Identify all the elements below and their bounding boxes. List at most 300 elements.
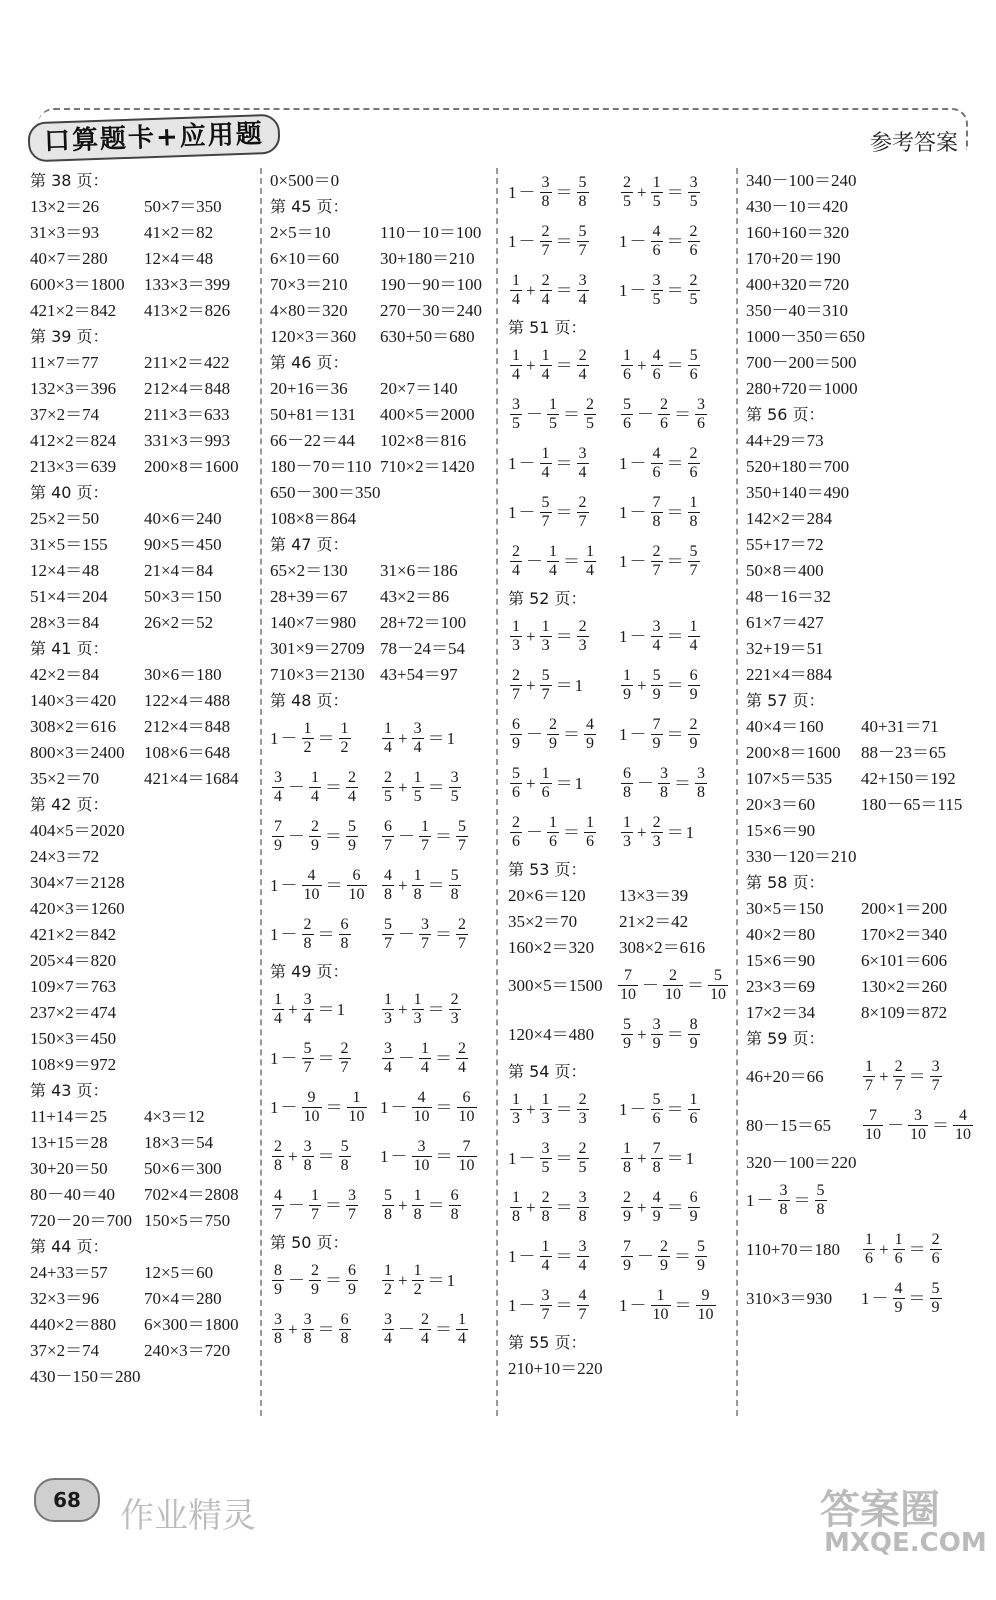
page-heading: 第 53 页： [508,860,587,879]
answer-cell [30,1312,144,1338]
answer-cell [746,532,864,558]
fraction [651,667,663,704]
denominator: 7 [303,1059,312,1076]
page-heading: 第 39 页： [30,327,109,346]
denominator: 6 [652,242,661,259]
equation: 710×3＝2130 [270,665,365,684]
answer-row [746,454,976,480]
equation: 180－70＝110 [270,457,372,476]
answer-row [746,974,976,1000]
numerator: 2 [669,967,677,984]
equation [380,720,455,757]
numerator: 2 [578,1091,587,1108]
numerator: 5 [340,1138,349,1155]
equation [270,1311,353,1348]
equation: 140×3＝420 [30,691,117,710]
numerator: 1 [541,1091,550,1108]
answer-row [746,194,976,220]
answer-row [508,1232,730,1281]
equation: 6×300＝1800 [144,1315,239,1334]
answer-cell [144,532,258,558]
denominator: 10 [665,986,681,1003]
equation: 50×3＝150 [144,587,222,606]
number: 1 [270,875,279,895]
equation: 13×2＝26 [30,197,100,216]
answer-row [30,818,258,844]
answer-cell [508,1140,619,1177]
answer-cell [746,480,864,506]
equation: 24×3＝72 [30,847,100,866]
number: 1 [508,1295,517,1315]
denominator: 4 [549,562,557,579]
operator: + [398,1270,408,1290]
answer-row [508,1356,730,1382]
number: 1 [619,626,628,646]
number: 1 [574,675,584,695]
number: 1 [270,728,279,748]
equation: 650－300＝350 [270,483,381,502]
equation [380,1040,470,1077]
operator: + [879,1239,889,1259]
answer-cell [144,1130,258,1156]
equation: 150×3＝450 [30,1029,117,1048]
fraction [449,991,461,1028]
answer-cell [746,896,861,922]
answer-cell [508,347,619,384]
denominator: 5 [623,193,631,210]
answer-row [270,584,490,610]
denominator: 10 [348,1108,365,1125]
equation: 108×8＝864 [270,509,357,528]
numerator: 1 [421,818,429,835]
equation: 30+180＝210 [380,249,475,268]
fraction [577,445,589,482]
denominator: 8 [512,1208,520,1225]
denominator: 9 [697,1257,705,1274]
answer-cell [144,1182,258,1208]
equation [380,991,463,1028]
fraction [863,1107,883,1144]
answer-row [746,506,976,532]
fraction [577,494,589,531]
equation: 421×2＝842 [30,301,117,320]
fraction [412,769,424,806]
answer-cell [30,246,144,272]
answer-row [746,272,976,298]
operator: ＝ [555,1148,573,1168]
denominator: 4 [458,1059,466,1076]
answer-cell [508,1091,619,1128]
denominator: 9 [652,686,661,703]
equation [619,1238,709,1275]
denominator: 10 [697,1306,714,1323]
answer-cell [508,1287,619,1324]
answer-cell [144,1286,258,1312]
denominator: 9 [311,837,319,854]
fraction [708,967,728,1004]
denominator: 8 [413,1206,422,1223]
numerator: 5 [697,1238,705,1255]
answer-cell [30,350,144,376]
number: 1 [336,999,346,1019]
equation: 40×2＝80 [746,925,816,944]
equation [380,1262,455,1299]
numerator: 2 [541,272,550,289]
equation [508,272,591,309]
fraction [577,347,589,384]
equation [270,1187,360,1224]
denominator: 7 [931,1077,940,1094]
equation: 430－150＝280 [30,1367,141,1386]
answer-cell [380,1138,490,1175]
numerator: 6 [689,667,698,684]
fraction [540,1140,552,1177]
fraction [412,867,424,904]
denominator: 9 [689,1208,698,1225]
numerator: 9 [701,1287,710,1304]
equation: 630+50＝680 [380,327,475,346]
denominator: 8 [578,193,587,210]
answer-row [270,558,490,584]
answer-row [30,1286,258,1312]
equation: 120×4＝480 [508,1024,595,1044]
answer-cell [270,246,380,272]
answer-cell [746,766,861,792]
fraction [663,967,683,1004]
numerator: 1 [458,1311,466,1328]
answer-cell [270,1262,380,1299]
numerator: 5 [578,174,587,191]
numerator: 2 [512,814,520,831]
equation: 40×4＝160 [746,717,824,736]
fraction [815,1182,827,1219]
denominator: 9 [931,1299,940,1316]
equation [619,716,702,753]
denominator: 9 [623,1035,631,1052]
equation: 6×10＝60 [270,249,340,268]
number: 1 [574,773,584,793]
equation: 70×4＝280 [144,1289,222,1308]
fraction [540,445,552,482]
fraction [688,1091,700,1128]
fraction [621,347,633,384]
equation: 78－24＝54 [380,639,465,658]
operator: － [398,1319,415,1339]
page-heading: 第 59 页： [746,1029,825,1048]
denominator: 9 [652,1035,661,1052]
fraction [510,667,522,704]
denominator: 4 [541,464,550,481]
answer-row [30,1000,258,1026]
equation [619,347,702,384]
fraction [621,814,633,851]
numerator: 3 [578,1238,587,1255]
answer-row [746,740,976,766]
denominator: 7 [894,1077,903,1094]
answer-cell [270,402,380,428]
equation: 70×3＝210 [270,275,348,294]
equation: 404×5＝2020 [30,821,125,840]
numerator: 1 [512,1189,520,1206]
page-number: 68 [34,1478,100,1522]
equation: 66－22＝44 [270,431,355,450]
answer-cell [30,896,148,922]
numerator: 2 [689,716,698,733]
numerator: 4 [274,1187,282,1204]
equation [619,396,709,433]
denominator: 5 [450,788,459,805]
operator: + [879,1066,889,1086]
answer-cell [861,948,976,974]
answer-cell [144,584,258,610]
number: 1 [508,182,517,202]
equation: 46+20＝66 [746,1066,824,1086]
fraction [651,1091,663,1128]
answer-cell [508,935,619,961]
answer-cell [619,272,730,309]
denominator: 9 [274,1281,282,1298]
equation [380,1311,470,1348]
answer-row [508,217,730,266]
answer-row [746,922,976,948]
denominator: 10 [413,1157,430,1174]
answer-row [30,272,258,298]
answer-row [30,298,258,324]
answer-cell [380,220,490,246]
equation [619,618,702,655]
equation: 20+16＝36 [270,379,348,398]
answer-cell [270,454,380,480]
numerator: 5 [689,347,698,364]
denominator: 9 [689,686,698,703]
answer-cell [144,194,258,220]
fraction [584,543,596,580]
denominator: 7 [512,686,520,703]
answer-cell [270,769,380,806]
operator: ＝ [674,1295,692,1315]
equation: 4×80＝320 [270,301,348,320]
denominator: 5 [549,415,557,432]
numerator: 5 [384,916,392,933]
denominator: 4 [541,366,550,383]
fraction [339,1040,351,1077]
answer-row [30,558,258,584]
equation: 43×2＝86 [380,587,450,606]
answer-cell [144,1104,258,1130]
operator: ＝ [908,1066,926,1086]
fraction [510,272,522,309]
numerator: 2 [458,1040,466,1057]
equation: 107×5＝535 [746,769,833,788]
answer-cell [508,223,619,260]
numerator: 4 [652,1189,661,1206]
denominator: 9 [652,1208,661,1225]
answer-cell [30,1104,144,1130]
answer-cell [270,584,380,610]
fraction [584,396,596,433]
fraction [688,716,700,753]
answer-cell [508,445,619,482]
numerator: 1 [352,1089,361,1106]
numerator: 2 [660,396,668,413]
numerator: 2 [931,1231,940,1248]
answer-row [270,454,490,480]
numerator: 2 [652,543,661,560]
answer-cell [619,396,730,433]
answer-cell [30,1364,148,1390]
answer-cell [30,194,144,220]
equation [508,347,591,384]
equation [508,445,591,482]
denominator: 7 [541,242,550,259]
answer-cell [30,558,144,584]
answer-cell [746,1064,861,1090]
numerator: 2 [586,396,594,413]
answer-cell [270,558,380,584]
equation: 50×6＝300 [144,1159,222,1178]
operator: ＝ [666,724,684,744]
denominator: 8 [274,1157,282,1174]
numerator: 1 [623,347,631,364]
numerator: 6 [340,916,349,933]
operator: － [398,1048,415,1068]
answer-cell [30,740,144,766]
answer-row [30,1182,258,1208]
numerator: 3 [779,1182,788,1199]
equation: 109×7＝763 [30,977,117,996]
equation: 301×9＝2709 [270,639,365,658]
page-heading: 第 51 页： [508,318,587,337]
numerator: 2 [894,1058,903,1075]
equation: 30×5＝150 [746,899,824,918]
watermark-left: 作业精灵 [120,1496,256,1536]
equation: 205×4＝820 [30,951,117,970]
answer-row [508,1183,730,1232]
numerator: 1 [689,618,698,635]
equation: 32×3＝96 [30,1289,100,1308]
numerator: 3 [348,1187,356,1204]
fraction [688,618,700,655]
page-heading: 第 43 页： [30,1081,109,1100]
equation: 11+14＝25 [30,1107,107,1126]
equation: 11×7＝77 [30,353,99,372]
equation: 26×2＝52 [144,613,214,632]
answer-cell [30,610,144,636]
number: 1 [619,453,628,473]
numerator: 5 [303,1040,312,1057]
numerator: 1 [413,991,422,1008]
number: 1 [508,1246,517,1266]
answer-cell [508,1238,619,1275]
operator: － [288,826,305,846]
operator: + [526,1099,536,1119]
answer-row [30,246,258,272]
numerator: 1 [413,1187,422,1204]
fraction [618,967,638,1004]
equation [508,1189,591,1226]
operator: － [629,502,647,522]
answer-cell [380,720,490,757]
answer-row [270,861,490,910]
numerator: 2 [340,1040,349,1057]
fraction [272,991,284,1028]
numerator: 2 [348,769,356,786]
answer-row [270,985,490,1034]
fraction [347,867,367,904]
answer-cell [746,584,864,610]
fraction [953,1107,973,1144]
equation: 50×7＝350 [144,197,222,216]
operator: － [518,182,536,202]
operator: ＝ [932,1115,949,1135]
numerator: 1 [541,765,550,782]
fraction [547,716,559,753]
equation [619,494,702,531]
answer-cell [746,844,864,870]
fraction [893,1058,905,1095]
denominator: 7 [384,837,392,854]
numerator: 3 [512,396,520,413]
answer-cell [508,909,619,935]
denominator: 7 [541,686,550,703]
equation: 142×2＝284 [746,509,833,528]
answer-cell [270,376,380,402]
equation: 42+150＝192 [861,769,956,788]
equation: 280+720＝1000 [746,379,858,398]
answer-cell [30,584,144,610]
fraction [908,1107,928,1144]
denominator: 5 [586,415,594,432]
operator: ＝ [666,1024,684,1044]
answer-cell [144,298,258,324]
answer-row [270,324,490,350]
operator: + [526,626,536,646]
denominator: 9 [623,686,631,703]
answer-cell [30,532,144,558]
numerator: 1 [549,543,557,560]
equation: 340－100＝240 [746,171,857,190]
answer-cell [270,506,388,532]
answer-row [270,1256,490,1305]
page-heading: 第 52 页： [508,589,587,608]
fraction [651,1287,671,1324]
denominator: 6 [660,415,668,432]
numerator: 1 [340,720,349,737]
equation [508,618,591,655]
fraction [346,1262,358,1299]
numerator: 3 [660,765,668,782]
denominator: 5 [384,788,392,805]
answer-row [508,266,730,315]
answer-row [746,896,976,922]
fraction [577,1238,589,1275]
numerator: 3 [578,272,587,289]
answer-cell [616,967,730,1004]
fraction [863,1058,875,1095]
fraction [272,818,284,855]
denominator: 10 [865,1126,881,1143]
answer-cell [30,1026,148,1052]
operator: ＝ [666,675,684,695]
number: 1 [619,551,628,571]
operator: － [526,822,543,842]
equation [270,991,345,1028]
answer-cell [30,818,148,844]
denominator: 9 [348,837,356,854]
answer-row [30,766,258,792]
equation [270,867,369,904]
operator: － [526,404,543,424]
